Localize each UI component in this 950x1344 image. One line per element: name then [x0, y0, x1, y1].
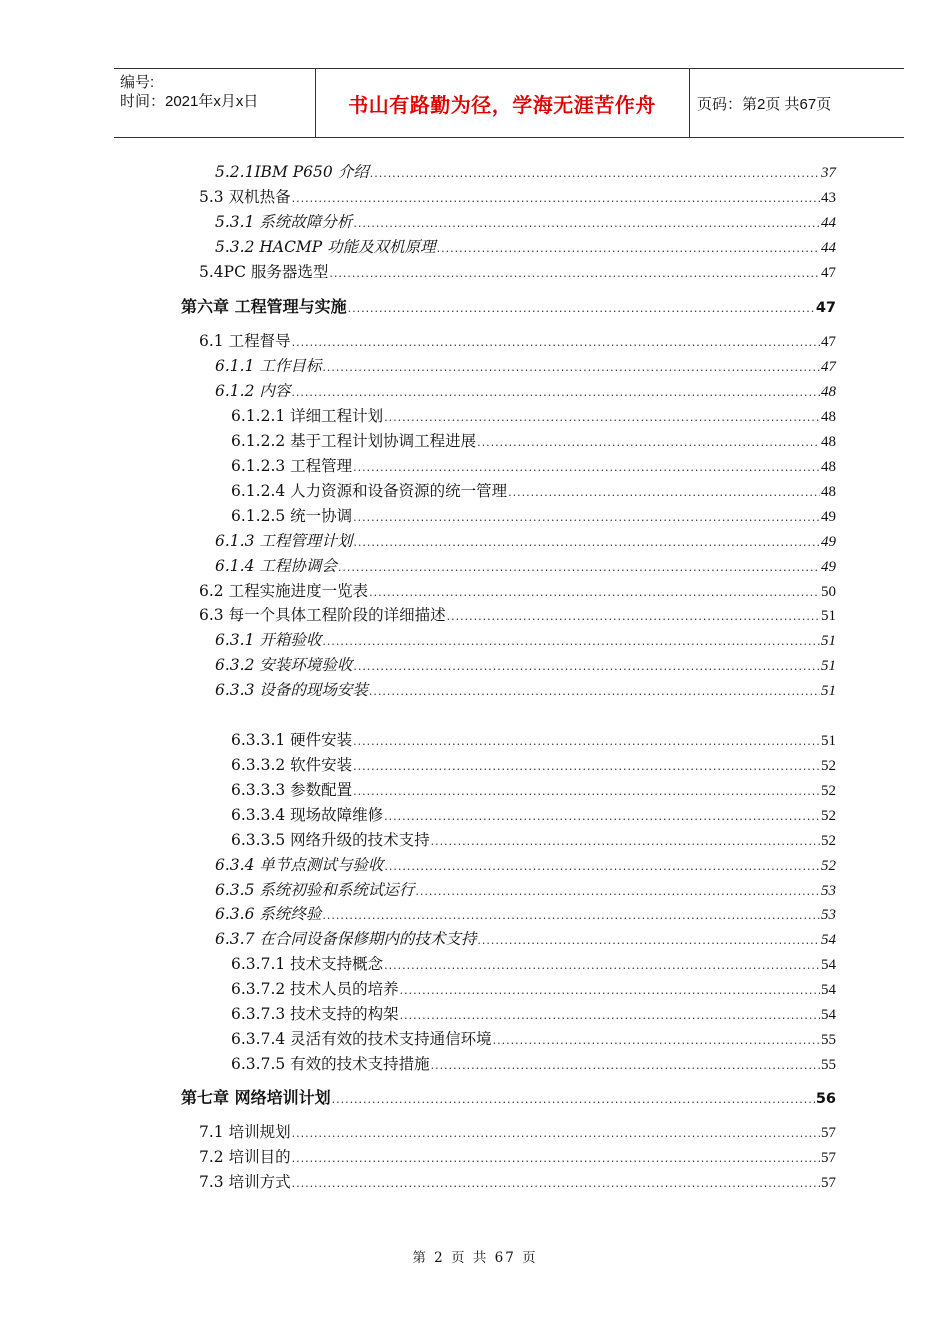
toc-entry[interactable] [215, 212, 836, 234]
toc-dot-leader [348, 299, 815, 319]
header-number-label: 编号: [120, 74, 155, 91]
toc-dot-leader [431, 832, 820, 852]
toc-entry[interactable] [231, 805, 836, 827]
toc-entry[interactable] [215, 356, 836, 378]
toc-dot-leader [508, 483, 820, 503]
toc-entry-page: 51 [821, 608, 836, 624]
toc-entry-page: 48 [821, 434, 836, 450]
toc-entry-page: 54 [821, 932, 836, 948]
toc-entry[interactable] [199, 1122, 836, 1144]
header-motto: 书山有路勤为径，学海无涯苦作舟 [348, 92, 656, 117]
toc-dot-leader [353, 214, 820, 234]
toc-dot-leader [322, 358, 820, 378]
toc-entry[interactable] [181, 1088, 836, 1110]
toc-entry[interactable] [231, 456, 836, 478]
toc-entry[interactable] [215, 381, 836, 403]
toc-dot-leader [431, 1056, 820, 1076]
toc-entry[interactable] [215, 855, 836, 877]
toc-entry-page: 54 [821, 982, 836, 998]
toc-entry[interactable] [231, 780, 836, 802]
toc-entry-page: 57 [821, 1125, 836, 1141]
toc-entry-page: 52 [821, 858, 836, 874]
toc-dot-leader [353, 458, 820, 478]
toc-entry-page: 44 [821, 215, 836, 231]
toc-entry-page: 47 [821, 359, 836, 375]
toc-entry-label: 6.3.2 安装环境验收 [215, 656, 353, 674]
toc-entry-page: 51 [821, 733, 836, 749]
toc-entry-page: 52 [821, 808, 836, 824]
toc-entry[interactable] [231, 730, 836, 752]
toc-entry[interactable] [199, 187, 836, 209]
toc-entry-label: 7.1 培训规划 [199, 1123, 291, 1141]
toc-dot-leader [292, 1174, 820, 1194]
toc-entry[interactable] [199, 605, 836, 627]
toc-dot-leader [400, 981, 820, 1001]
toc-entry-label: 6.3.3.3 参数配置 [231, 781, 353, 799]
toc-entry[interactable] [215, 929, 836, 951]
toc-entry-page: 54 [821, 1007, 836, 1023]
toc-entry[interactable] [231, 830, 836, 852]
toc-entry-label: 6.3 每一个具体工程阶段的详细描述 [199, 606, 446, 624]
toc-entry[interactable] [215, 630, 836, 652]
toc-entry[interactable] [215, 880, 836, 902]
toc-entry[interactable] [231, 1029, 836, 1051]
toc-entry-page: 48 [821, 409, 836, 425]
toc-dot-leader [369, 583, 820, 603]
toc-entry[interactable] [231, 1004, 836, 1026]
toc-entry-page: 55 [821, 1032, 836, 1048]
toc-entry-label: 6.3.1 开箱验收 [215, 631, 322, 649]
toc-entry-page: 48 [821, 384, 836, 400]
toc-dot-leader [353, 732, 820, 752]
header-time-label: 时间：2021年x月x日 [120, 93, 259, 110]
toc-entry-page: 50 [821, 584, 836, 600]
toc-dot-leader [447, 607, 820, 627]
toc-dot-leader [384, 408, 820, 428]
toc-entry-label: 第六章 工程管理与实施 [181, 297, 347, 316]
toc-dot-leader [353, 508, 820, 528]
toc-dot-leader [322, 906, 820, 926]
toc-entry[interactable] [215, 162, 836, 184]
toc-entry-label: 5.3.1 系统故障分析 [215, 213, 353, 231]
toc-entry-page: 52 [821, 833, 836, 849]
toc-entry[interactable] [231, 431, 836, 453]
toc-entry-label: 6.2 工程实施进度一览表 [199, 582, 369, 600]
toc-dot-leader [291, 383, 820, 403]
toc-entry-label: 6.1.2.1 详细工程计划 [231, 407, 384, 425]
toc-entry-page: 52 [821, 758, 836, 774]
toc-dot-leader [493, 1031, 820, 1051]
toc-entry[interactable] [231, 979, 836, 1001]
toc-dot-leader [369, 682, 820, 702]
toc-entry-label: 6.3.7.5 有效的技术支持措施 [231, 1055, 430, 1073]
toc-dot-leader [400, 1006, 820, 1026]
toc-entry[interactable] [231, 755, 836, 777]
toc-entry-page: 51 [821, 633, 836, 649]
toc-entry[interactable] [231, 506, 836, 528]
toc-dot-leader [477, 433, 820, 453]
toc-entry-label: 5.4PC 服务器选型 [199, 263, 329, 281]
toc-entry[interactable] [199, 1147, 836, 1169]
toc-entry-page: 52 [821, 783, 836, 799]
toc-entry-label: 6.1.1 工作目标 [215, 357, 322, 375]
toc-entry[interactable] [231, 481, 836, 503]
toc-entry-page: 55 [821, 1057, 836, 1073]
toc-entry-label: 6.1.2.3 工程管理 [231, 457, 353, 475]
toc-entry-label: 6.1.4 工程协调会 [215, 557, 337, 575]
toc-entry[interactable] [215, 680, 836, 702]
toc-entry[interactable] [215, 655, 836, 677]
toc-dot-leader [384, 857, 820, 877]
toc-entry-page: 54 [821, 957, 836, 973]
toc-entry-label: 6.1.2 内容 [215, 382, 291, 400]
toc-entry-label: 6.3.3.1 硬件安装 [231, 731, 353, 749]
toc-entry-page: 56 [815, 1091, 836, 1107]
toc-dot-leader [384, 807, 820, 827]
toc-entry[interactable] [199, 581, 836, 603]
toc-dot-leader [353, 657, 820, 677]
toc-dot-leader [322, 632, 820, 652]
toc-entry-label: 5.3.2 HACMP 功能及双机原理 [215, 238, 436, 256]
toc-entry-page: 51 [821, 683, 836, 699]
header-page-label: 页码：第2页 共67页 [697, 95, 832, 113]
toc-entry-page: 49 [821, 509, 836, 525]
toc-entry-label: 6.1.2.2 基于工程计划协调工程进展 [231, 432, 477, 450]
toc-entry-page: 49 [821, 559, 836, 575]
toc-entry-page: 47 [815, 300, 836, 316]
toc-entry-label: 6.3.3 设备的现场安装 [215, 681, 368, 699]
toc-entry[interactable] [199, 331, 836, 353]
toc-dot-leader [437, 239, 820, 259]
toc-dot-leader [370, 164, 820, 184]
toc-entry-page: 48 [821, 459, 836, 475]
toc-entry-page: 53 [821, 883, 836, 899]
toc-entry-label: 6.3.3.5 网络升级的技术支持 [231, 831, 430, 849]
toc-dot-leader [329, 264, 820, 284]
toc-dot-leader [292, 1124, 820, 1144]
toc-entry-label: 6.3.4 单节点测试与验收 [215, 856, 384, 874]
toc-entry[interactable] [215, 556, 836, 578]
toc-entry-label: 6.3.3.4 现场故障维修 [231, 806, 384, 824]
toc-entry[interactable] [231, 406, 836, 428]
toc-entry-label: 6.1.2.4 人力资源和设备资源的统一管理 [231, 482, 508, 500]
toc-entry-label: 6.3.5 系统初验和系统试运行 [215, 881, 415, 899]
toc-entry-page: 37 [821, 165, 836, 181]
toc-entry-page: 53 [821, 907, 836, 923]
toc-entry[interactable] [231, 954, 836, 976]
toc-entry-label: 5.2.1IBM P650 介绍 [215, 163, 369, 181]
toc-entry-label: 6.3.7.3 技术支持的构架 [231, 1005, 399, 1023]
toc-entry-label: 5.3 双机热备 [199, 188, 291, 206]
toc-entry-label: 6.3.7 在合同设备保修期内的技术支持 [215, 930, 477, 948]
toc-entry-label: 第七章 网络培训计划 [181, 1088, 331, 1107]
toc-entry-page: 47 [821, 265, 836, 281]
toc-entry-page: 43 [821, 190, 836, 206]
toc-dot-leader [415, 882, 820, 902]
toc-entry-page: 47 [821, 334, 836, 350]
toc-entry-page: 44 [821, 240, 836, 256]
toc-dot-leader [353, 533, 820, 553]
toc-entry-label: 6.3.7.2 技术人员的培养 [231, 980, 399, 998]
toc-entry[interactable] [215, 531, 836, 553]
page-footer: 第 2 页 共 67 页 [412, 1250, 538, 1266]
page-header [114, 68, 904, 138]
header-divider [689, 69, 690, 137]
toc-dot-leader [338, 558, 820, 578]
toc-dot-leader [292, 1149, 820, 1169]
toc-entry-page: 48 [821, 484, 836, 500]
header-meta [120, 73, 258, 111]
toc-dot-leader [292, 189, 820, 209]
toc-dot-leader [384, 956, 820, 976]
toc-entry-label: 6.1.3 工程管理计划 [215, 532, 353, 550]
toc-entry[interactable] [231, 1054, 836, 1076]
toc-entry-label: 6.1.2.5 统一协调 [231, 507, 353, 525]
toc-entry-page: 57 [821, 1175, 836, 1191]
toc-dot-leader [332, 1090, 815, 1110]
toc-entry-page: 51 [821, 658, 836, 674]
toc-entry-label: 6.3.7.1 技术支持概念 [231, 955, 384, 973]
toc-dot-leader [353, 782, 820, 802]
toc-entry-label: 7.3 培训方式 [199, 1173, 291, 1191]
toc-dot-leader [292, 333, 820, 353]
toc-entry[interactable] [199, 262, 836, 284]
toc-entry-page: 57 [821, 1150, 836, 1166]
toc-entry-page: 49 [821, 534, 836, 550]
toc-entry[interactable] [215, 904, 836, 926]
toc-entry[interactable] [215, 237, 836, 259]
toc-entry-label: 6.3.6 系统终验 [215, 905, 322, 923]
toc-entry-label: 6.3.3.2 软件安装 [231, 756, 353, 774]
toc-entry-label: 6.1 工程督导 [199, 332, 291, 350]
toc-entry[interactable] [199, 1172, 836, 1194]
toc-dot-leader [477, 931, 820, 951]
toc-entry-label: 7.2 培训目的 [199, 1148, 291, 1166]
toc-dot-leader [353, 757, 820, 777]
toc-entry[interactable] [181, 297, 836, 319]
toc-entry-label: 6.3.7.4 灵活有效的技术支持通信环境 [231, 1030, 492, 1048]
